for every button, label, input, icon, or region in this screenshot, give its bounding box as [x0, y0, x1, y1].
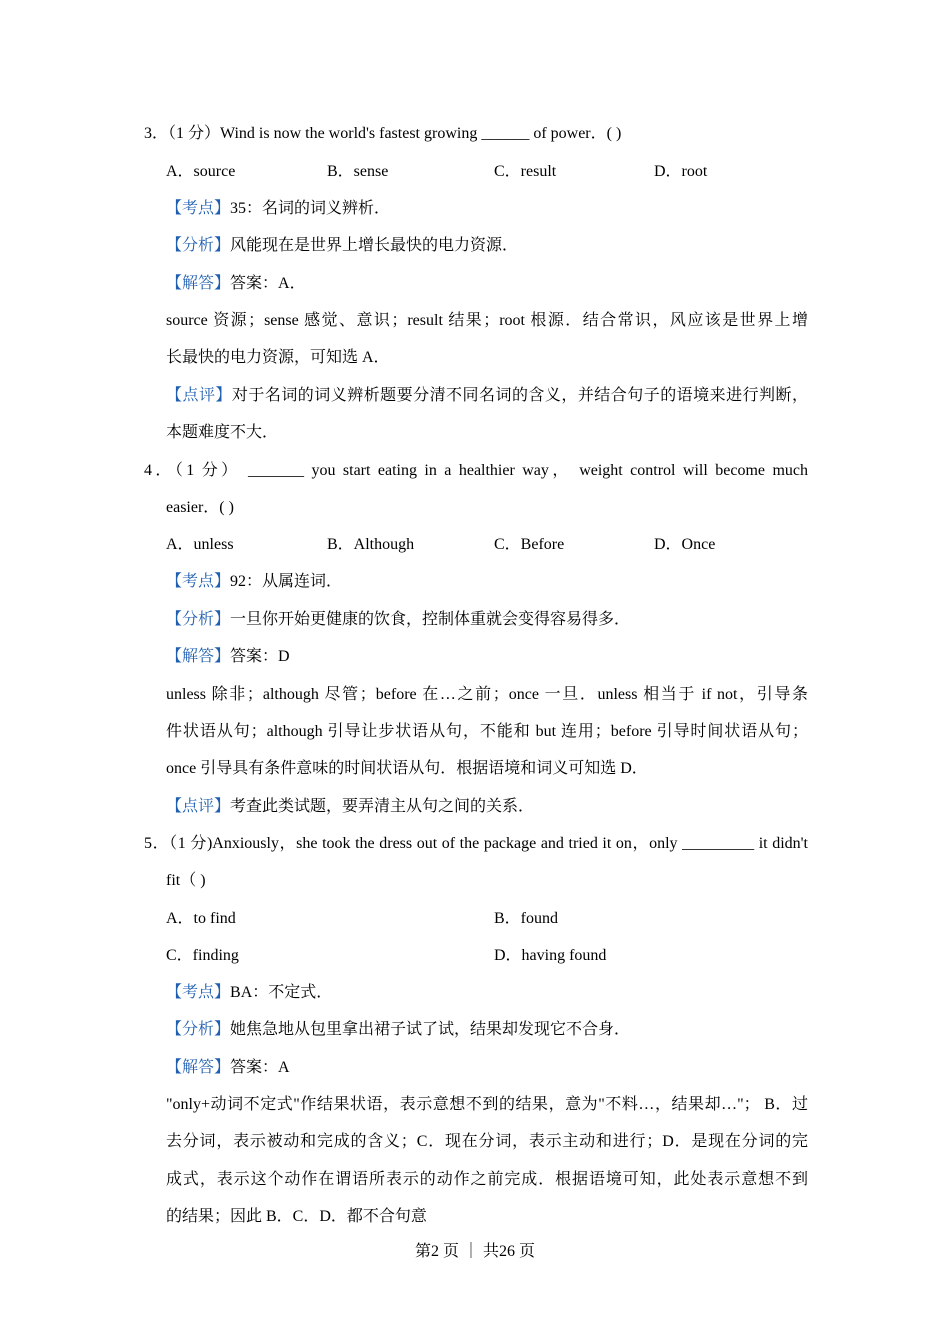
q4-option-c: C．Before [494, 536, 565, 553]
q5-kaodian: 【考点】BA：不定式． [166, 984, 333, 1001]
q3-jieda: 【解答】答案：A． [166, 275, 306, 292]
q5-explain-line-2: 去分词，表示被动和完成的含义；C．现在分词，表示主动和进行；D．是现在分词的完 [166, 1133, 808, 1150]
q5-stem-line-2: fit（ ) [166, 872, 206, 889]
q3-fenxi: 【分析】风能现在是世界上增长最快的电力资源． [166, 237, 519, 254]
q4-option-a: A．unless [166, 536, 234, 553]
q3-option-a: A．source [166, 163, 236, 180]
page-footer: 第2 页 ｜ 共26 页 [414, 1243, 535, 1260]
q3-option-c: C．result [494, 163, 557, 180]
q4-option-b: B．Although [327, 536, 415, 553]
q3-option-d: D．root [654, 163, 708, 180]
q4-kaodian: 【考点】92：从属连词． [166, 573, 343, 590]
q5-explain-line-1: "only+动词不定式"作结果状语，表示意想不到的结果，意为"不料…，结果却…"； B．过 [166, 1096, 808, 1113]
q3-kaodian: 【考点】35：名词的词义辨析． [166, 200, 391, 217]
q3-dianping-line-2: 本题难度不大． [166, 424, 279, 441]
q4-explain-line-3: once 引导具有条件意味的时间状语从句．根据语境和词义可知选 D． [166, 760, 648, 777]
q3-explain-line-2: 长最快的电力资源，可知选 A． [166, 349, 390, 366]
q4-explain-line-1: unless 除非；although 尽管；before 在…之前；once 一旦．unless 相当于 if not，引导条 [166, 686, 808, 703]
q4-stem-line-2: easier．( ) [166, 499, 234, 516]
q5-option-b: B．found [494, 910, 559, 927]
q5-explain-line-4: 的结果；因此 B．C．D．都不合句意 [166, 1208, 427, 1225]
q5-stem: 5．（1 分)Anxiously，she took the dress out of the package and tried it on，only _________ it didn't [144, 835, 808, 852]
q4-stem: 4．（1 分） _______ you start eating in a healthier way， weight control will become much [144, 462, 808, 479]
q3-option-b: B．sense [327, 163, 389, 180]
q5-option-c: C．finding [166, 947, 239, 964]
q5-fenxi: 【分析】她焦急地从包里拿出裙子试了试，结果却发现它不合身． [166, 1021, 631, 1038]
q4-jieda: 【解答】答案：D [166, 648, 290, 665]
q4-option-d: D．Once [654, 536, 716, 553]
q3-dianping: 【点评】对于名词的词义辨析题要分清不同名词的含义，并结合句子的语境来进行判断， [166, 387, 808, 404]
q3-stem: 3．（1 分）Wind is now the world's fastest growing ______ of power．( ) [144, 125, 622, 142]
q4-fenxi: 【分析】一旦你开始更健康的饮食，控制体重就会变得容易得多． [166, 611, 631, 628]
q5-option-d: D．having found [494, 947, 607, 964]
q4-dianping: 【点评】考查此类试题，要弄清主从句之间的关系． [166, 798, 535, 815]
q5-explain-line-3: 成式，表示这个动作在谓语所表示的动作之前完成．根据语境可知，此处表示意想不到 [166, 1171, 808, 1188]
q4-explain-line-2: 件状语从句；although 引导让步状语从句，不能和 but 连用；before 引导时间状语从句； [166, 723, 808, 740]
q5-option-a: A．to find [166, 910, 236, 927]
q5-jieda: 【解答】答案：A [166, 1059, 290, 1076]
q3-explain-line-1: source 资源；sense 感觉、意识；result 结果；root 根源．结合常识，风应该是世界上增 [166, 312, 808, 329]
